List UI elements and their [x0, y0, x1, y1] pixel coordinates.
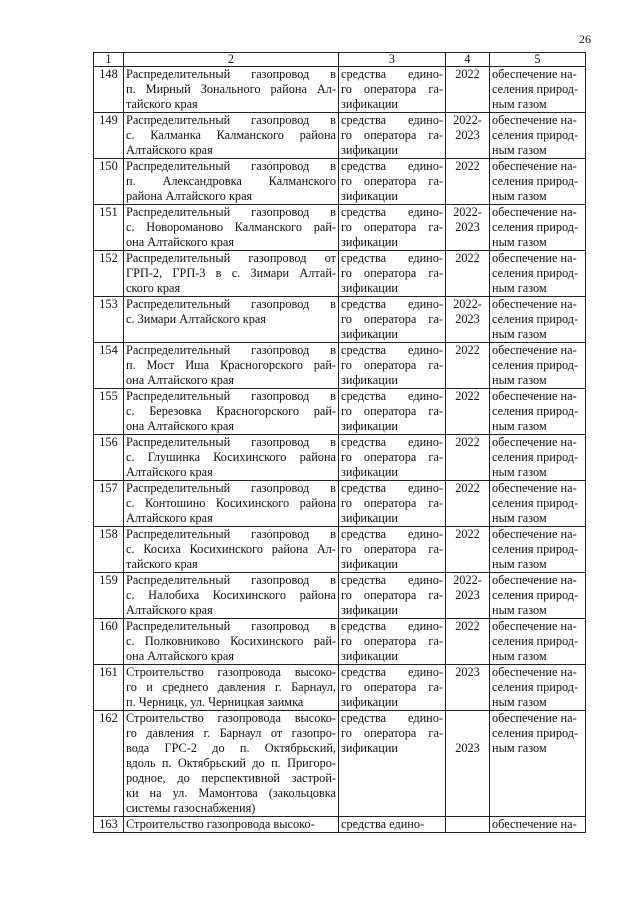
purpose-cell	[490, 159, 586, 205]
cell-line: зификации	[341, 189, 398, 203]
cell-line: средства едино-	[341, 67, 443, 81]
implementation-year-cell	[446, 573, 490, 619]
table-row	[94, 159, 586, 205]
purpose-cell	[490, 343, 586, 389]
cell-line: селения природ-	[492, 220, 579, 234]
cell-line: зификации	[341, 373, 398, 387]
implementation-year-cell	[446, 711, 490, 817]
cell-line: Строительство газопровода высоко-	[126, 817, 315, 831]
cell-line: тайского края	[126, 97, 198, 111]
cell-line: ского края	[126, 281, 181, 295]
cell-line: зификации	[341, 649, 398, 663]
funding-source-cell	[339, 389, 446, 435]
implementation-year-cell	[446, 251, 490, 297]
cell-line: ным газом	[492, 189, 547, 203]
cell-line: Распределительный газопровод в	[126, 435, 336, 449]
cell-line: ным газом	[492, 143, 547, 157]
cell-line: средства едино-	[341, 817, 425, 831]
cell-line: вода ГРС-2 до п. Октябрьский,	[126, 741, 336, 755]
cell-line: зификации	[341, 695, 398, 709]
purpose-cell	[490, 205, 586, 251]
purpose-cell	[490, 435, 586, 481]
cell-line: Распределительный газопровод в	[126, 67, 336, 81]
purpose-cell	[490, 619, 586, 665]
table-row	[94, 817, 586, 833]
cell-line: го оператора га-	[341, 220, 443, 234]
cell-line: ным газом	[492, 557, 547, 571]
implementation-year-cell	[446, 665, 490, 711]
object-description-cell	[124, 159, 339, 205]
cell-line: го оператора га-	[341, 266, 443, 280]
cell-line: средства едино-	[341, 527, 443, 541]
cell-line: 2023	[455, 128, 480, 142]
row-number-cell: 150	[94, 159, 124, 205]
cell-line: зификации	[341, 327, 398, 341]
cell-line: с. Налобиха Косихинского района	[126, 588, 336, 602]
cell-line: го оператора га-	[341, 312, 443, 326]
table-row	[94, 343, 586, 389]
cell-line: средства едино-	[341, 481, 443, 495]
cell-line: селения природ-	[492, 404, 579, 418]
cell-line: 2023	[455, 312, 480, 326]
cell-line: зификации	[341, 603, 398, 617]
cell-line: она Алтайского края	[126, 419, 234, 433]
cell-line: п. Мост Иша Красногорского рай-	[126, 358, 336, 372]
cell-line: обеспечение на-	[492, 159, 577, 173]
cell-line: обеспечение на-	[492, 343, 577, 357]
implementation-year-cell	[446, 817, 490, 833]
cell-line: средства едино-	[341, 573, 443, 587]
funding-source-cell	[339, 665, 446, 711]
cell-line: с. Контошино Косихинского района	[126, 496, 336, 510]
funding-source-cell	[339, 159, 446, 205]
implementation-year-cell	[446, 527, 490, 573]
cell-line: селения природ-	[492, 588, 579, 602]
object-description-cell	[124, 527, 339, 573]
cell-line: п. Черницк, ул. Черницкая заимка	[126, 695, 304, 709]
row-number-cell: 156	[94, 435, 124, 481]
purpose-cell	[490, 251, 586, 297]
cell-line: обеспечение на-	[492, 389, 577, 403]
table-row	[94, 113, 586, 159]
object-description-cell	[124, 389, 339, 435]
table-row	[94, 619, 586, 665]
cell-line: го и среднего давления г. Барнаул,	[126, 680, 336, 694]
cell-line: ным газом	[492, 97, 547, 111]
cell-line: ки на ул. Мамонтова (закольцовка	[126, 786, 336, 800]
object-description-cell	[124, 573, 339, 619]
cell-line: ным газом	[492, 511, 547, 525]
cell-line: Распределительный газопровод в	[126, 481, 336, 495]
table-row	[94, 481, 586, 527]
cell-line: селения природ-	[492, 496, 579, 510]
cell-line: зификации	[341, 557, 398, 571]
header-cell: 5	[490, 53, 586, 67]
cell-line: 2022	[455, 67, 480, 81]
cell-line: селения природ-	[492, 128, 579, 142]
table-row	[94, 67, 586, 113]
cell-line: го оператора га-	[341, 634, 443, 648]
object-description-cell	[124, 435, 339, 481]
object-description-cell	[124, 619, 339, 665]
cell-line: средства едино-	[341, 205, 443, 219]
cell-line: п. Мирный Зонального района Ал-	[126, 82, 336, 96]
cell-line: зификации	[341, 143, 398, 157]
cell-line: зификации	[341, 419, 398, 433]
cell-line: Распределительный газопровод от	[126, 251, 336, 265]
table-row	[94, 573, 586, 619]
implementation-year-cell	[446, 481, 490, 527]
cell-line: селения природ-	[492, 726, 579, 740]
cell-line: 2022-	[453, 113, 482, 127]
row-number-cell: 151	[94, 205, 124, 251]
cell-line: селения природ-	[492, 312, 579, 326]
implementation-year-cell	[446, 619, 490, 665]
object-description-cell	[124, 113, 339, 159]
row-number-cell: 160	[94, 619, 124, 665]
cell-line: средства едино-	[341, 665, 443, 679]
cell-line: го оператора га-	[341, 496, 443, 510]
cell-line: го оператора га-	[341, 358, 443, 372]
cell-line: го оператора га-	[341, 450, 443, 464]
cell-line: п. Александровка Калманского	[126, 174, 336, 188]
funding-source-cell	[339, 527, 446, 573]
cell-line: ным газом	[492, 235, 547, 249]
purpose-cell	[490, 711, 586, 817]
header-cell: 2	[124, 53, 339, 67]
table-row	[94, 389, 586, 435]
cell-line: 2023	[455, 588, 480, 602]
cell-line: обеспечение на-	[492, 205, 577, 219]
row-number-cell: 148	[94, 67, 124, 113]
cell-line: средства едино-	[341, 113, 443, 127]
cell-line: зификации	[341, 235, 398, 249]
purpose-cell	[490, 67, 586, 113]
header-cell: 3	[339, 53, 446, 67]
object-description-cell	[124, 205, 339, 251]
cell-line: обеспечение на-	[492, 711, 577, 725]
cell-line: 2022	[455, 527, 480, 541]
cell-line: селения природ-	[492, 634, 579, 648]
cell-line: она Алтайского края	[126, 235, 234, 249]
cell-line: Алтайского края	[126, 603, 213, 617]
row-number-cell: 163	[94, 817, 124, 833]
header-cell: 1	[94, 53, 124, 67]
purpose-cell	[490, 665, 586, 711]
cell-line: средства едино-	[341, 619, 443, 633]
table-row	[94, 297, 586, 343]
cell-line: Алтайского края	[126, 143, 213, 157]
cell-line: го оператора га-	[341, 726, 443, 740]
cell-line: Алтайского края	[126, 465, 213, 479]
cell-line: Распределительный газопровод в	[126, 527, 336, 541]
cell-line: го оператора га-	[341, 128, 443, 142]
funding-source-cell	[339, 573, 446, 619]
cell-line: обеспечение на-	[492, 481, 577, 495]
implementation-year-cell	[446, 159, 490, 205]
object-description-cell	[124, 711, 339, 817]
row-number-cell: 161	[94, 665, 124, 711]
cell-line: системы газоснабжения)	[126, 801, 256, 815]
cell-line: го оператора га-	[341, 542, 443, 556]
object-description-cell	[124, 343, 339, 389]
cell-line: Распределительный газопровод в	[126, 159, 336, 173]
gas-pipeline-table	[93, 52, 586, 833]
cell-line: Распределительный газопровод в	[126, 389, 336, 403]
cell-line: обеспечение на-	[492, 297, 577, 311]
cell-line: ным газом	[492, 327, 547, 341]
cell-line: района Алтайского края	[126, 189, 253, 203]
purpose-cell	[490, 573, 586, 619]
cell-line: Распределительный газопровод в	[126, 113, 336, 127]
row-number-cell: 152	[94, 251, 124, 297]
cell-line: 2022	[455, 251, 480, 265]
cell-line: средства едино-	[341, 297, 443, 311]
row-number-cell: 157	[94, 481, 124, 527]
cell-line: тайского края	[126, 557, 198, 571]
row-number-cell: 154	[94, 343, 124, 389]
purpose-cell	[490, 297, 586, 343]
cell-line: селения природ-	[492, 174, 579, 188]
cell-line: зификации	[341, 97, 398, 111]
cell-line: го оператора га-	[341, 680, 443, 694]
purpose-cell	[490, 817, 586, 833]
cell-line: 2022	[455, 159, 480, 173]
cell-line: селения природ-	[492, 542, 579, 556]
cell-line: 2023	[455, 665, 480, 679]
cell-line: 2022	[455, 619, 480, 633]
cell-line: 2022	[455, 389, 480, 403]
cell-line: Распределительный газопровод в	[126, 205, 336, 219]
funding-source-cell	[339, 67, 446, 113]
implementation-year-cell	[446, 389, 490, 435]
object-description-cell	[124, 481, 339, 527]
page-number: 26	[579, 32, 591, 46]
cell-line: с. Новороманово Калманского рай-	[126, 220, 336, 234]
cell-line: вдоль п. Октябрьский до п. Пригоро-	[126, 756, 336, 770]
cell-line: го давления г. Барнаул от газопро-	[126, 726, 336, 740]
funding-source-cell	[339, 297, 446, 343]
table-row	[94, 205, 586, 251]
cell-line: обеспечение на-	[492, 251, 577, 265]
cell-line: обеспечение на-	[492, 817, 577, 831]
cell-line: средства едино-	[341, 251, 443, 265]
cell-line: ным газом	[492, 281, 547, 295]
implementation-year-cell	[446, 343, 490, 389]
header-cell: 4	[446, 53, 490, 67]
cell-line: го оператора га-	[341, 404, 443, 418]
cell-line: селения природ-	[492, 358, 579, 372]
cell-line: ным газом	[492, 465, 547, 479]
cell-line: с. Зимари Алтайского края	[126, 312, 267, 326]
cell-line: ным газом	[492, 603, 547, 617]
cell-line: Алтайского края	[126, 511, 213, 525]
cell-line: селения природ-	[492, 450, 579, 464]
implementation-year-cell	[446, 67, 490, 113]
cell-line: ным газом	[492, 649, 547, 663]
funding-source-cell	[339, 711, 446, 817]
cell-line: обеспечение на-	[492, 527, 577, 541]
row-number-cell: 158	[94, 527, 124, 573]
funding-source-cell	[339, 481, 446, 527]
cell-line: ГРП-2, ГРП-3 в с. Зимари Алтай-	[126, 266, 336, 280]
cell-line: селения природ-	[492, 266, 579, 280]
cell-line: ным газом	[492, 741, 547, 755]
cell-line: средства едино-	[341, 711, 443, 725]
row-number-cell: 149	[94, 113, 124, 159]
cell-line: обеспечение на-	[492, 619, 577, 633]
table-row	[94, 527, 586, 573]
cell-line: селения природ-	[492, 680, 579, 694]
cell-line: 2022	[455, 481, 480, 495]
cell-line: обеспечение на-	[492, 113, 577, 127]
row-number-cell: 162	[94, 711, 124, 817]
funding-source-cell	[339, 205, 446, 251]
table-row	[94, 711, 586, 817]
cell-line: с. Калманка Калманского района	[126, 128, 336, 142]
cell-line: Распределительный газопровод в	[126, 297, 336, 311]
implementation-year-cell	[446, 113, 490, 159]
cell-line: с. Косиха Косихинского района Ал-	[126, 542, 336, 556]
cell-line: обеспечение на-	[492, 665, 577, 679]
cell-line: зификации	[341, 741, 398, 755]
row-number-cell: 159	[94, 573, 124, 619]
cell-line: 2023	[455, 220, 480, 234]
cell-line: средства едино-	[341, 389, 443, 403]
implementation-year-cell	[446, 435, 490, 481]
cell-line: она Алтайского края	[126, 649, 234, 663]
cell-line: 2022-	[453, 205, 482, 219]
funding-source-cell	[339, 251, 446, 297]
row-number-cell: 153	[94, 297, 124, 343]
funding-source-cell	[339, 343, 446, 389]
cell-line: зификации	[341, 511, 398, 525]
cell-line: го оператора га-	[341, 174, 443, 188]
funding-source-cell	[339, 619, 446, 665]
object-description-cell	[124, 665, 339, 711]
cell-line: ным газом	[492, 419, 547, 433]
cell-line: го оператора га-	[341, 82, 443, 96]
object-description-cell	[124, 817, 339, 833]
cell-line: 2023	[455, 741, 480, 755]
cell-line: с. Полковниково Косихинского рай-	[126, 634, 336, 648]
purpose-cell	[490, 527, 586, 573]
table-row	[94, 251, 586, 297]
purpose-cell	[490, 389, 586, 435]
cell-line: зификации	[341, 281, 398, 295]
cell-line: ным газом	[492, 695, 547, 709]
funding-source-cell	[339, 817, 446, 833]
cell-line: Распределительный газопровод в	[126, 573, 336, 587]
row-number-cell: 155	[94, 389, 124, 435]
cell-line: 2022	[455, 343, 480, 357]
object-description-cell	[124, 67, 339, 113]
funding-source-cell	[339, 113, 446, 159]
cell-line: го оператора га-	[341, 588, 443, 602]
cell-line: Распределительный газопровод в	[126, 343, 336, 357]
object-description-cell	[124, 251, 339, 297]
cell-line: с. Березовка Красногорского рай-	[126, 404, 336, 418]
cell-line: родное, до перспективной застрой-	[126, 771, 336, 785]
table-row	[94, 665, 586, 711]
cell-line: Строительство газопровода высоко-	[126, 665, 336, 679]
cell-line: обеспечение на-	[492, 67, 577, 81]
cell-line: 2022-	[453, 573, 482, 587]
cell-line: средства едино-	[341, 343, 443, 357]
cell-line: ным газом	[492, 373, 547, 387]
purpose-cell	[490, 113, 586, 159]
cell-line: 2022-	[453, 297, 482, 311]
funding-source-cell	[339, 435, 446, 481]
cell-line: Строительство газопровода высоко-	[126, 711, 336, 725]
cell-line: селения природ-	[492, 82, 579, 96]
implementation-year-cell	[446, 205, 490, 251]
object-description-cell	[124, 297, 339, 343]
cell-line: 2022	[455, 435, 480, 449]
cell-line: зификации	[341, 465, 398, 479]
cell-line: с. Глушинка Косихинского района	[126, 450, 336, 464]
table-row	[94, 435, 586, 481]
cell-line: она Алтайского края	[126, 373, 234, 387]
cell-line: Распределительный газопровод в	[126, 619, 336, 633]
cell-line: обеспечение на-	[492, 435, 577, 449]
cell-line: средства едино-	[341, 435, 443, 449]
purpose-cell	[490, 481, 586, 527]
implementation-year-cell	[446, 297, 490, 343]
cell-line: обеспечение на-	[492, 573, 577, 587]
table-header-row	[94, 53, 586, 67]
cell-line: средства едино-	[341, 159, 443, 173]
